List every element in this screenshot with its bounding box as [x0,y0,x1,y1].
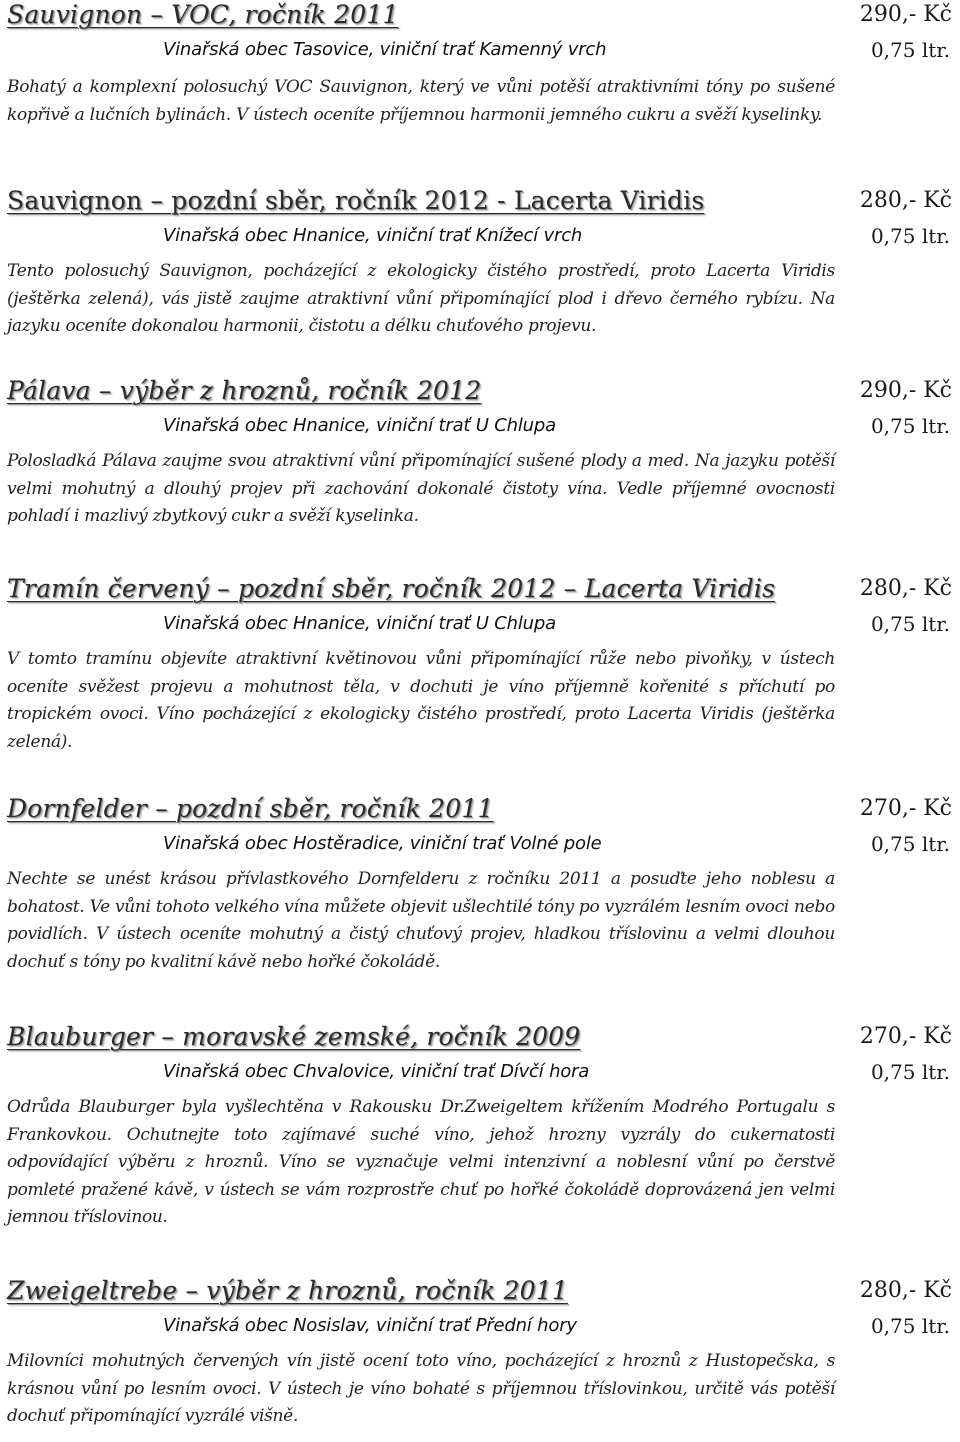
wine-price: 270,- Kč [859,796,952,821]
wine-description: Odrůda Blauburger byla vyšlechtěna v Rakousku Dr.Zweigeltem křížením Modrého Portugalu s Frankovkou. Ochutnejte toto zajímavé suché víno, jehož hrozny vyzrály do cukernatosti odpovídající výběru z hroznů. Víno se vyznačuje velmi intenzivní a noblesní vůní po čerstvě pomleté pražené kávě, v ústech se vám rozprostře chuť po hořké čokoládě doprovázená jen velmi jemnou tříslovinou. [7,1097,835,1227]
wine-origin: Vinařská obec Hnanice, viniční trať U Chlupa [163,613,556,634]
wine-name: Zweigeltrebe – výběr z hroznů, ročník 2011 [7,1276,568,1305]
wine-name: Pálava – výběr z hroznů, ročník 2012 [7,376,482,405]
wine-description: Bohatý a komplexní polosuchý VOC Sauvignon, který ve vůni potěší atraktivními tóny po sušené kopřivě a lučních bylinách. V ústech oceníte příjemnou harmonii jemného cukru a svěží kyselinky. [7,77,835,125]
wine-origin: Vinařská obec Hostěradice, viniční trať Volné pole [163,833,602,854]
wine-volume: 0,75 ltr. [870,1314,950,1338]
wine-origin: Vinařská obec Chvalovice, viniční trať Dívčí hora [163,1061,590,1082]
wine-volume: 0,75 ltr. [870,38,950,62]
wine-name: Blauburger – moravské zemské, ročník 2009 [7,1022,581,1051]
wine-volume: 0,75 ltr. [870,832,950,856]
wine-description: Nechte se unést krásou přívlastkového Dornfelderu z ročníku 2011 a posuďte jeho noblesu a bohatost. Ve vůni tohoto velkého vína můžete objevit ušlechtilé tóny po vyzrálém lesním ovoci nebo povidlích. V ústech oceníte mohutný a čistý chuťový projev, hladkou tříslovinu a velmi dlouhou dochuť s tóny po kvalitní kávě nebo hořké čokoládě. [7,869,835,972]
wine-origin: Vinařská obec Tasovice, viniční trať Kamenný vrch [163,39,607,60]
wine-price: 290,- Kč [859,2,952,27]
wine-name: Dornfelder – pozdní sběr, ročník 2011 [7,794,494,823]
wine-price: 290,- Kč [859,378,952,403]
wine-description: Polosladká Pálava zaujme svou atraktivní vůní připomínající sušené plody a med. Na jazyku potěší velmi mohutný a dlouhý projev při zachování dokonalé čistoty vína. Vedle příjemné ovocnosti pohladí i mazlivý zbytkový cukr a svěží kyselinka. [7,451,835,526]
wine-price: 280,- Kč [859,1278,952,1303]
wine-name: Sauvignon – VOC, ročník 2011 [7,0,399,29]
wine-volume: 0,75 ltr. [870,1060,950,1084]
wine-volume: 0,75 ltr. [870,224,950,248]
wine-description: V tomto tramínu objevíte atraktivní květinovou vůni připomínající růže nebo pivoňky, v ústech oceníte svěžest projevu a mohutnost těla, v dochuti je víno příjemně kořenité s příchutí po tropickém ovoci. Víno pocházející z ekologicky čistého prostředí, proto Lacerta Viridis (ještěrka zelená). [7,649,835,752]
wine-price: 280,- Kč [859,576,952,601]
wine-volume: 0,75 ltr. [870,612,950,636]
wine-price: 270,- Kč [859,1024,952,1049]
wine-description: Milovníci mohutných červených vín jistě ocení toto víno, pocházející z hroznů z Hustopečska, s krásnou vůní po lesním ovoci. V ústech je víno bohaté s příjemnou tříslovinkou, určitě vás potěší dochuť připomínající vyzrálé višně. [7,1351,835,1426]
wine-origin: Vinařská obec Hnanice, viniční trať Knížecí vrch [163,225,583,246]
wine-origin: Vinařská obec Hnanice, viniční trať U Chlupa [163,415,556,436]
wine-description: Tento polosuchý Sauvignon, pocházející z ekologicky čistého prostředí, proto Lacerta Viridis (ještěrka zelená), vás jistě zaujme atraktivní vůní připomínající plod i dřevo černého rybízu. Na jazyku oceníte dokonalou harmonii, čistotu a délku chuťového projevu. [7,261,835,336]
wine-origin: Vinařská obec Nosislav, viniční trať Přední hory [163,1315,577,1336]
wine-name: Sauvignon – pozdní sběr, ročník 2012 - Lacerta Viridis [7,186,705,215]
wine-volume: 0,75 ltr. [870,414,950,438]
wine-price: 280,- Kč [859,188,952,213]
wine-name: Tramín červený – pozdní sběr, ročník 2012 – Lacerta Viridis [7,574,776,603]
